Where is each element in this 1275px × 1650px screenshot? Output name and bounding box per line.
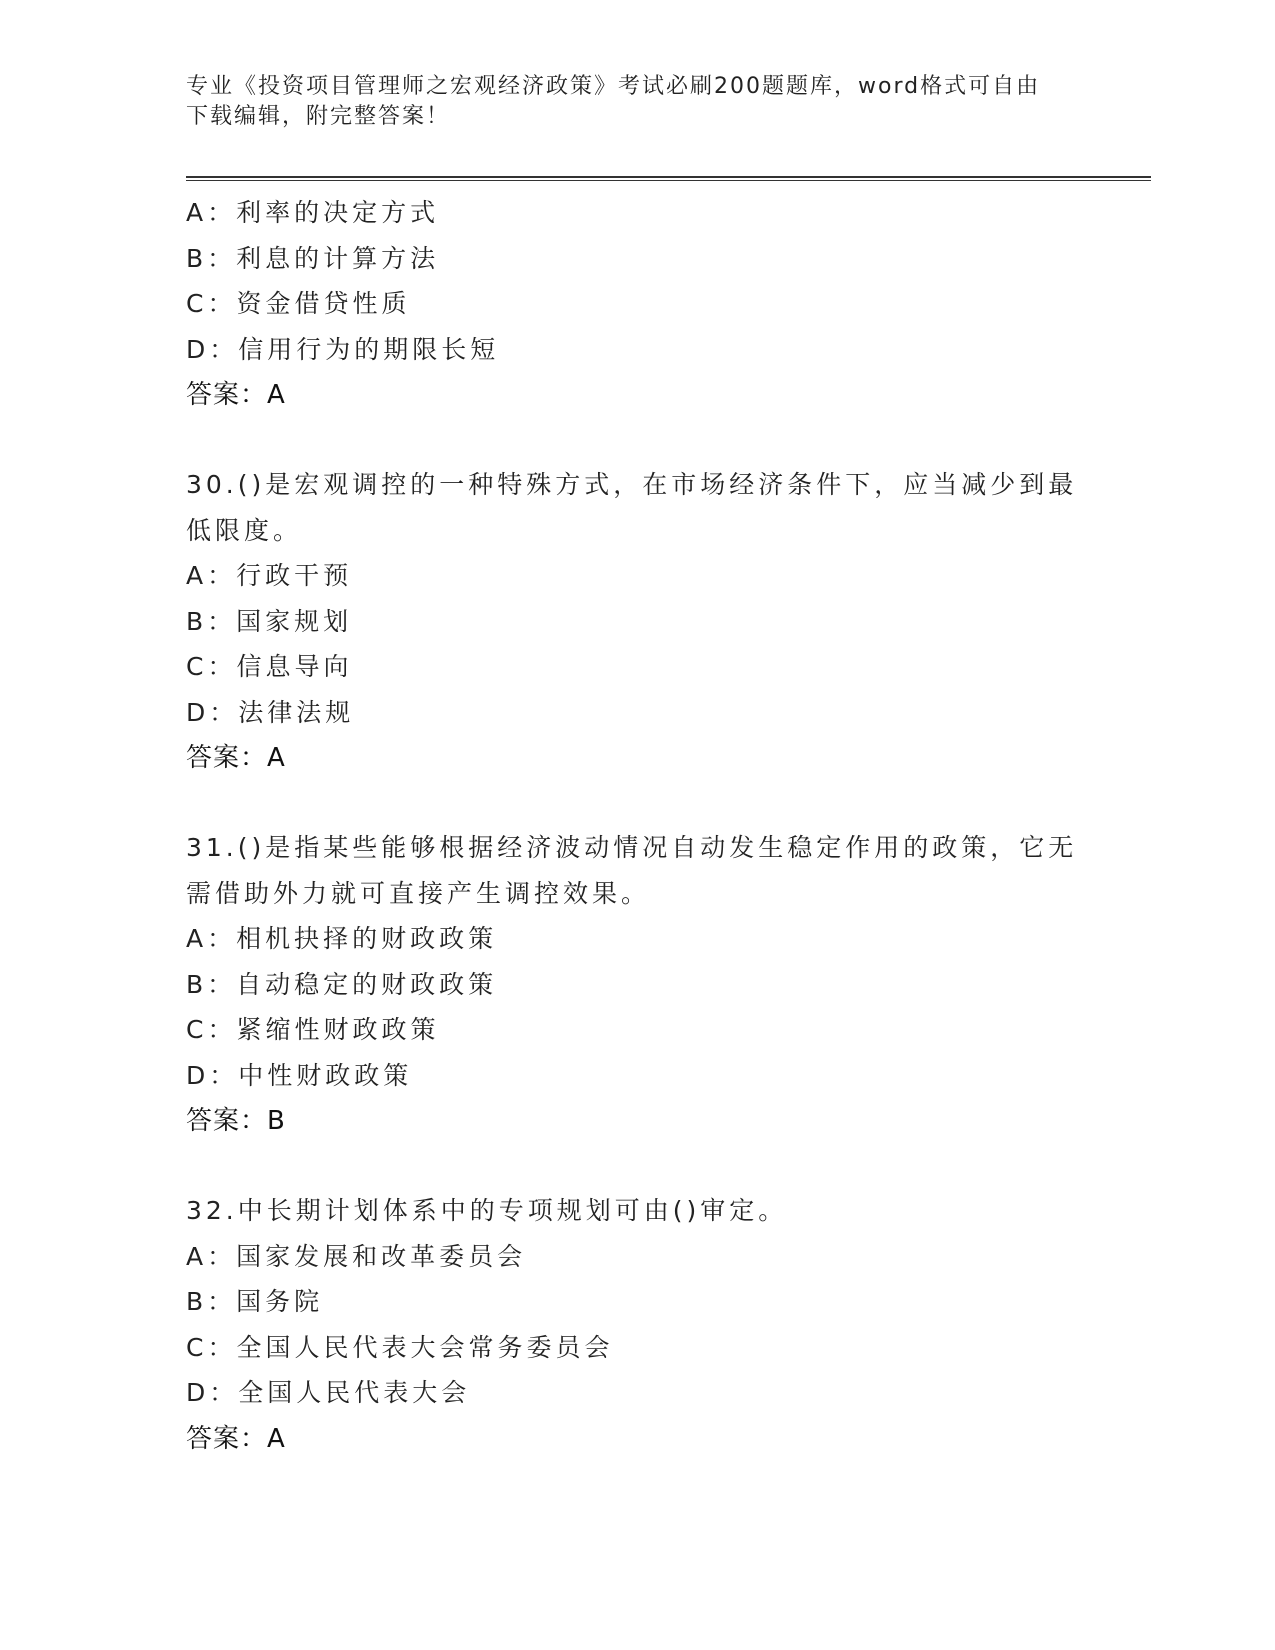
- question-text-line-1: 31.()是指某些能够根据经济波动情况自动发生稳定作用的政策，它无: [186, 833, 1078, 862]
- option-a: A：国家发展和改革委员会: [186, 1241, 527, 1271]
- answer: 答案：A: [186, 380, 286, 410]
- option-a: A：利率的决定方式: [186, 198, 440, 227]
- question-block-30: [186, 462, 1086, 781]
- answer: 答案：B: [186, 1106, 286, 1136]
- option-b: B：自动稳定的财政政策: [186, 969, 498, 999]
- option-d: D：法律法规: [186, 697, 355, 727]
- question-block-29: [186, 190, 1086, 418]
- option-c: C：全国人民代表大会常务委员会: [186, 1332, 614, 1362]
- answer: 答案：A: [186, 1423, 286, 1454]
- answer: 答案：A: [186, 743, 286, 773]
- option-c: C：资金借贷性质: [186, 289, 411, 318]
- question-text-line-1: 30.()是宏观调控的一种特殊方式，在市场经济条件下，应当减少到最: [186, 470, 1078, 499]
- question-text-line-2: 需借助外力就可直接产生调控效果。: [186, 878, 651, 908]
- option-c: C：信息导向: [186, 652, 353, 681]
- option-a: A：行政干预: [186, 561, 353, 590]
- option-c: C：紧缩性财政政策: [186, 1015, 440, 1044]
- option-b: B：利息的计算方法: [186, 243, 440, 273]
- document-header: [186, 72, 1066, 132]
- question-text-line-1: 32.中长期计划体系中的专项规划可由()审定。: [186, 1196, 788, 1225]
- header-line-2: 下载编辑，附完整答案！: [186, 104, 451, 129]
- question-text-line-2: 低限度。: [186, 515, 303, 545]
- option-a: A：相机抉择的财政政策: [186, 924, 498, 953]
- question-content: [186, 190, 1086, 1462]
- question-block-31: [186, 825, 1086, 1144]
- question-block-32: [186, 1188, 1086, 1462]
- option-b: B：国务院: [186, 1287, 324, 1316]
- spacer: [186, 1144, 1086, 1188]
- spacer: [186, 418, 1086, 462]
- option-d: D：中性财政政策: [186, 1060, 413, 1090]
- spacer: [186, 781, 1086, 825]
- option-d: D：信用行为的期限长短: [186, 334, 500, 364]
- header-divider: [186, 176, 1151, 181]
- header-line-1: 专业《投资项目管理师之宏观经济政策》考试必刷200题题库，word格式可自由: [186, 74, 1041, 99]
- option-b: B：国家规划: [186, 606, 353, 636]
- option-d: D：全国人民代表大会: [186, 1378, 471, 1407]
